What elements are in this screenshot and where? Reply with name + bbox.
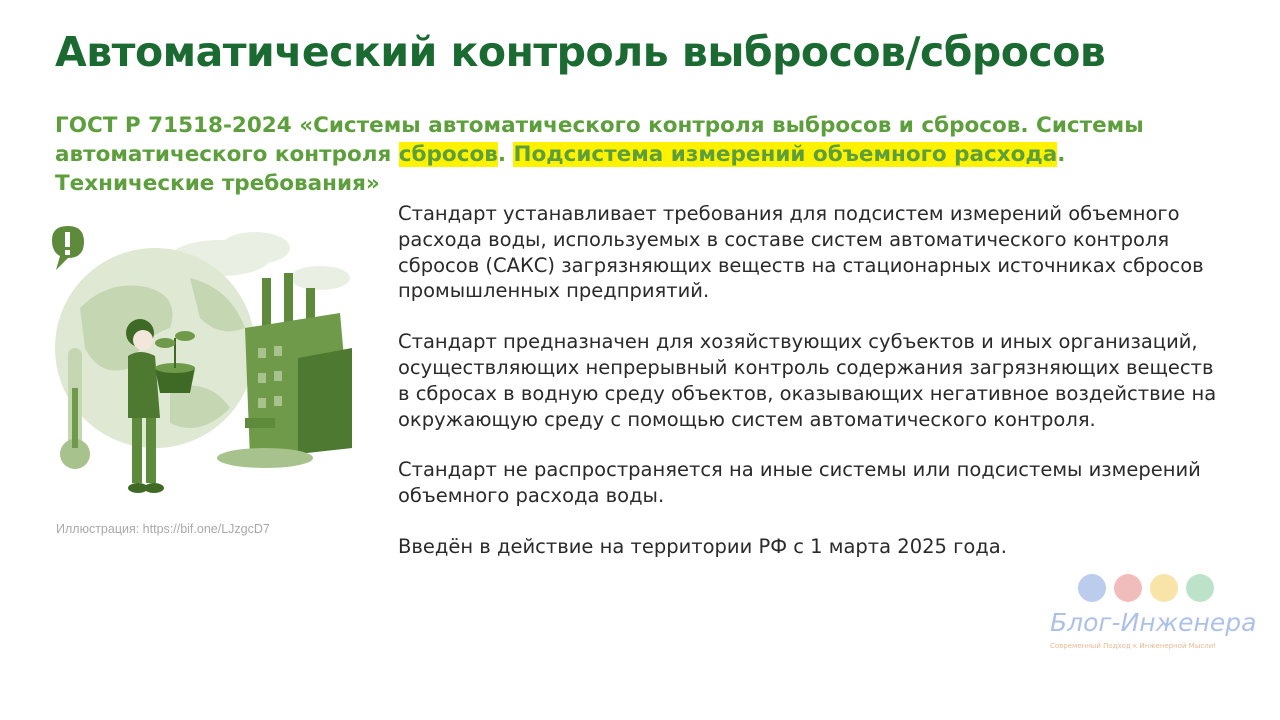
paragraph-exclusions: Стандарт не распространяется на иные системы или подсистемы измерений объемного расхода воды. bbox=[398, 458, 1201, 508]
face-icon bbox=[1114, 574, 1142, 602]
logo-faces bbox=[1078, 574, 1214, 602]
standard-name-part1: ГОСТ Р 71518-2024 «Системы автоматического контроля выбросов и сбросов. Системы автоматического контроля bbox=[55, 113, 1144, 167]
standard-name-part2: . bbox=[497, 142, 514, 167]
face-icon bbox=[1078, 574, 1106, 602]
paragraph-scope: Стандарт устанавливает требования для подсистем измерений объемного расхода воды, используемых в составе систем автоматического контроля сбросов (САКС) загрязняющих веществ на стационарных источниках сбросов промышленных предприятий. bbox=[398, 202, 1204, 303]
page-title: Автоматический контроль выбросов/сбросов bbox=[55, 28, 1106, 76]
face-icon bbox=[1186, 574, 1214, 602]
blog-logo bbox=[1044, 574, 1259, 654]
standard-name-part3: . Технические требования» bbox=[55, 142, 1066, 196]
description bbox=[398, 201, 1228, 585]
paragraph-effective-date: Введён в действие на территории РФ с 1 марта 2025 года. bbox=[398, 534, 1007, 558]
standard-name bbox=[55, 111, 1205, 198]
paragraph-audience: Стандарт предназначен для хозяйствующих субъектов и иных организаций, осуществляющих непрерывный контроль содержания загрязняющих веществ в сбросах в водную среду объектов, оказывающих негативное воздействие на окружающую среду с помощью систем автоматического контроля. bbox=[398, 330, 1217, 431]
logo-name: Блог-Инженера bbox=[1050, 608, 1257, 637]
face-icon bbox=[1150, 574, 1178, 602]
logo-tagline: Современный Подход к Инженерной Мысли! bbox=[1050, 642, 1217, 650]
illustration-caption: Иллюстрация: https://bif.one/LJzgcD7 bbox=[56, 522, 270, 536]
highlight-subsystem: Подсистема измерений объемного расхода bbox=[513, 142, 1058, 167]
ecology-illustration bbox=[40, 218, 360, 518]
highlight-sbrosov: сбросов bbox=[398, 142, 498, 167]
